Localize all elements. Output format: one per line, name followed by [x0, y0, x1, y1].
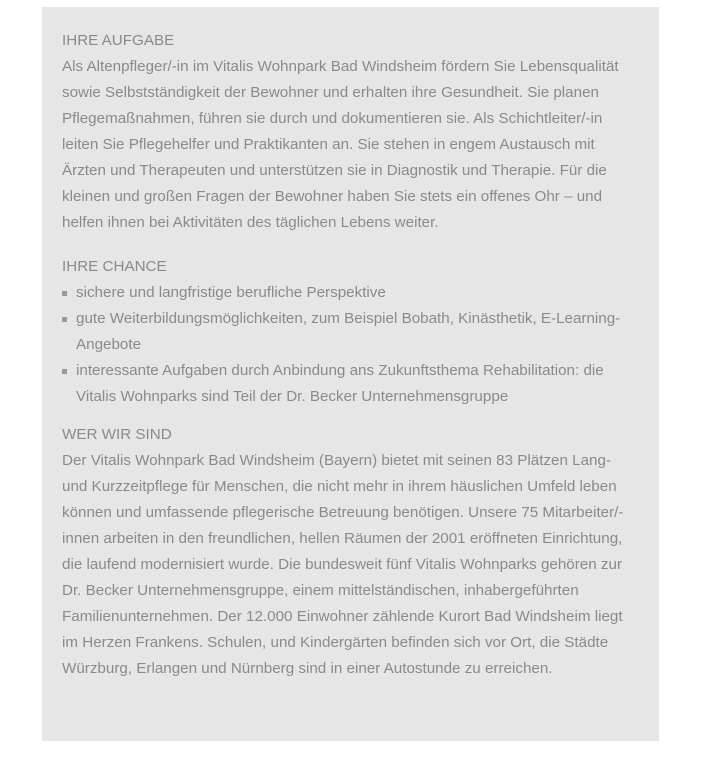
benefits-list	[62, 280, 639, 410]
spacer	[62, 236, 639, 254]
section-heading-aufgabe: IHRE AUFGABE	[62, 32, 175, 49]
list-item: sichere und langfristige berufliche Perspektive	[62, 280, 639, 306]
list-item: interessante Aufgaben durch Anbindung ans Zukunftsthema Rehabilitation: die Vitalis Wohnparks sind Teil der Dr. Becker Unternehmensgruppe	[62, 358, 639, 410]
job-description-panel	[42, 7, 659, 741]
list-item: gute Weiterbildungsmöglichkeiten, zum Beispiel Bobath, Kinästhetik, E-Learning-Angebote	[62, 306, 639, 358]
section-ihre-chance	[62, 254, 639, 410]
section-text-wir: Der Vitalis Wohnpark Bad Windsheim (Bayern) bietet mit seinen 83 Plätzen Lang- und Kurzzeitpflege für Menschen, die nicht mehr in ihrem häuslichen Umfeld leben können und umfassende pflegerische Betreuung benötigen. Unsere 75 Mitarbeiter/-innen arbeiten in den freundlichen, hellen Räumen der 2001 eröffneten Einrichtung, die laufend modernisiert wurde. Die bundesweit fünf Vitalis Wohnparks gehören zur Dr. Becker Unternehmensgruppe, einem mittelständischen, inhabergeführten Familienunternehmen. Der 12.000 Einwohner zählende Kurort Bad Windsheim liegt im Herzen Frankens. Schulen, und Kindergärten befinden sich vor Ort, die Städte Würzburg, Erlangen und Nürnberg sind in einer Autostunde zu erreichen.	[62, 452, 624, 677]
spacer	[62, 410, 639, 422]
section-text-aufgabe: Als Altenpfleger/-in im Vitalis Wohnpark Bad Windsheim fördern Sie Lebensqualität sowie Selbstständigkeit der Bewohner und erhalten ihre Gesundheit. Sie planen Pflegemaßnahmen, führen sie durch und dokumentieren sie. Als Schichtleiter/-in leiten Sie Pflegehelfer und Praktikanten an. Sie stehen in engem Austausch mit Ärzten und Therapeuten und unterstützen sie in Diagnostik und Therapie. Für die kleinen und großen Fragen der Bewohner haben Sie stets ein offenes Ohr – und helfen ihnen bei Aktivitäten des täglichen Lebens weiter.	[62, 58, 619, 231]
section-wer-wir-sind	[62, 422, 639, 682]
section-heading-wir: WER WIR SIND	[62, 426, 172, 443]
section-heading-chance: IHRE CHANCE	[62, 258, 167, 275]
section-ihre-aufgabe	[62, 28, 639, 236]
